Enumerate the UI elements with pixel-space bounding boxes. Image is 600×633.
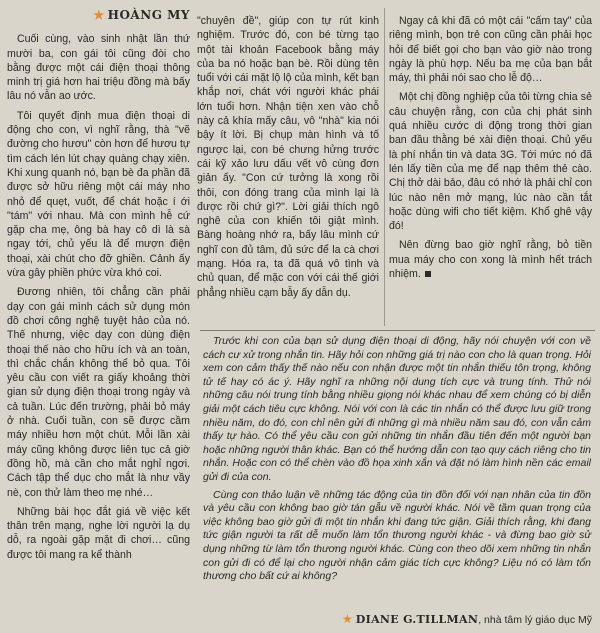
expert-advice-box: [203, 335, 591, 588]
paragraph: Ngay cả khi đã có một cái "cấm tay" của riêng mình, bọn trẻ con cũng cần phải học hỏi để biết gọi cho bạn vào giờ nào trong ngày là phù hợp. Nếu ba mẹ của bạn bắt máy, thì phải nói sao cho lễ độ…: [389, 15, 592, 85]
expert-title: , nhà tâm lý giáo dục Mỹ: [478, 614, 592, 626]
star-icon: ★: [342, 612, 353, 626]
star-icon: ★: [93, 8, 105, 22]
paragraph: Một chị đồng nghiệp của tôi từng chia sẻ câu chuyện rằng, con của chị phát sinh quá nhiều cước di động trong thời gian ban đầu thằng bé xài điện thoại. Chủ yếu là phí nhắn tin và data 3G. Tới mức nó đã lén lấy tiền của mẹ để nạp thêm thẻ cào. Chị thở dài bảo, đâu có nhớ là phải chỉ con lúc nào nên mở mạng, lúc nào cần tắt hoặc dùng wifi cho tiết kiệm. Khổ ghê vậy đó!: [389, 91, 592, 233]
paragraph: Tôi quyết định mua điện thoại di động cho con, vì nghĩ rằng, thà "vẽ đường cho hươu" còn hơn để hươu tự tìm cách lén lút chạy quàng chạy xiên. Khi xung quanh nó, bạn bè đa phần đã được sở hữu riêng một cái máy nho nhỏ để quẹt, vuốt, để chát hoặc í ới "tám" với nhau. Mà con mình hễ cứ gặp cha mẹ, ông bà hay cô dì là sà ngay tới, chủ yếu là để mượn điện thoại, xài chút cho đỡ ghiền. Cảnh ấy vừa gây phiền phức vừa khó coi.: [7, 109, 190, 280]
advice-paragraph: Trước khi con của bạn sử dụng điện thoại di động, hãy nói chuyện với con về cách cư xử trong nhắn tin. Hãy hỏi con những giá trị nào con cho là quan trọng. Hỏi xem con cảm thấy thế nào nếu con nhận được một tin nhắn thiếu tôn trọng, không tử tế hay có ác ý. Hãy nghĩ ra những nội dung tích cực và trung tính. Thử nói những câu nói trung tính bằng nhiều giọng nói khác nhau để xem chúng có bị diễn giải một cách tiêu cực không. Nói với con là các tin nhắn có thể được lưu giữ trong nhiều năm, do đó, con chỉ nên gửi đi những gì mà nhiều năm sau đó, con vẫn cảm thấy tự hào. Có thể yêu cầu con gửi những tin nhắn đầu tiên đến một người bạn hoặc những người thân khác. Bạn có thể hướng dẫn con tạo quy cách riêng cho tin nhắn. Hoặc con có thể chèn vào đồ họa xinh xắn và đặt nó làm hình nền các email gửi đi của con.: [203, 335, 591, 483]
expert-name: DIANE G.TILLMAN: [355, 613, 479, 626]
paragraph-text: Nên đừng bao giờ nghĩ rằng, bỏ tiền mua máy cho con xong là mình hết trách nhiệm.: [389, 239, 592, 281]
paragraph: [389, 238, 592, 281]
paragraph: Đương nhiên, tôi chẳng cần phải dạy con gái mình cách sử dụng món đồ chơi công nghệ tuyệt hảo của nó. Thế nhưng, việc dạy con dùng điện thoại thế nào cho hữu ích và an toàn, thì chắc chắn không thể bỏ qua. Tôi yêu cầu con viết ra giấy khoảng thời gian sử dụng điện thoại trong ngày và cả tuần. Lúc đến trường, phải bỏ máy ở nhà. Cuối tuần, con sẽ được cầm máy nhiều hơn một chút. Mỗi lần xài máy cũng không được liên tục cả giờ đồng hồ, mà cần cho mắt nghỉ ngơi. Cách tập thể dục cho mắt là như vầy nè, con thử làm theo mẹ nhé…: [7, 286, 190, 499]
article-column-1: [7, 8, 190, 567]
article-column-3: [389, 14, 592, 286]
article-column-2: [197, 14, 379, 305]
end-mark-icon: [425, 271, 431, 277]
paragraph: Những bài học đắt giá về việc kết thân trên mạng, nghe lời người lạ dụ dỗ, ra ngoài gặp mặt đi chơi… cũng được tôi mang ra kể thành: [7, 505, 190, 561]
column-divider: [384, 8, 385, 326]
expert-signature: [300, 612, 592, 626]
advice-paragraph: Cùng con thảo luận về những tác động của tin đồn đối với nạn nhân của tin đồn và yêu cầu con không bao giờ tán gẫu về người khác. Nói về tầm quan trọng của việc không bao giờ gửi đi một tin nhắn khi đang tức giận. Giải thích rằng, khi đang tức giận người ta rất dễ muốn làm tổn thương người khác - và đừng bao giờ sử dụng những từ làm tổn thương người khác. Cùng con theo dõi xem những tin nhắn con gửi đi có để lại cho người nhận cảm giác tích cực không? Liệu nó có làm tổn thương cho bất cứ ai không?: [203, 488, 591, 583]
sidebar-divider: [200, 330, 595, 331]
author-byline: [7, 8, 190, 22]
paragraph: Cuối cùng, vào sinh nhật lần thứ mười ba, con gái tôi cũng đòi cho bằng được một cái điện thoại thông minh trị giá hơn hai triệu đồng mà bấy lâu nó vẫn ao ước.: [7, 33, 190, 103]
paragraph: "chuyên đề", giúp con tự rút kinh nghiệm. Trước đó, con bé từng tạo một tài khoản Facebook bằng máy của ba nó hoặc bạn bè. Rồi dùng tên tuổi với cái mặt lộ lộ của mình, kết bạn khắp nơi, chát với người khác phái lớn tuổi hơn. Nhận tiện xen vào chỗ này cả khía mấy câu, vô "nhà" kia nói bậy ít lời. Bị chụp màn hình và tố ngược lại, con bé chưng hửng trước cái kỹ xảo lưu dấu vết vô cùng đơn giản ấy. "Con cứ tưởng là xong rồi thôi, con đóng trang của mình lại là được rồi chứ gì?". Lời giải thích ngô nghê của con khiến tôi giật mình. Bàng hoàng nhớ ra, bấy lâu mình cứ nghĩ con đủ tâm, đủ sức để la cà chơi mạng. Hóa ra, ta đã quá vô tình và chủ quan, để mặc con với cái thế giới phẳng nhiều cạm bẫy ấy dẫn dụ.: [197, 15, 379, 299]
author-name: HOÀNG MY: [107, 8, 190, 22]
